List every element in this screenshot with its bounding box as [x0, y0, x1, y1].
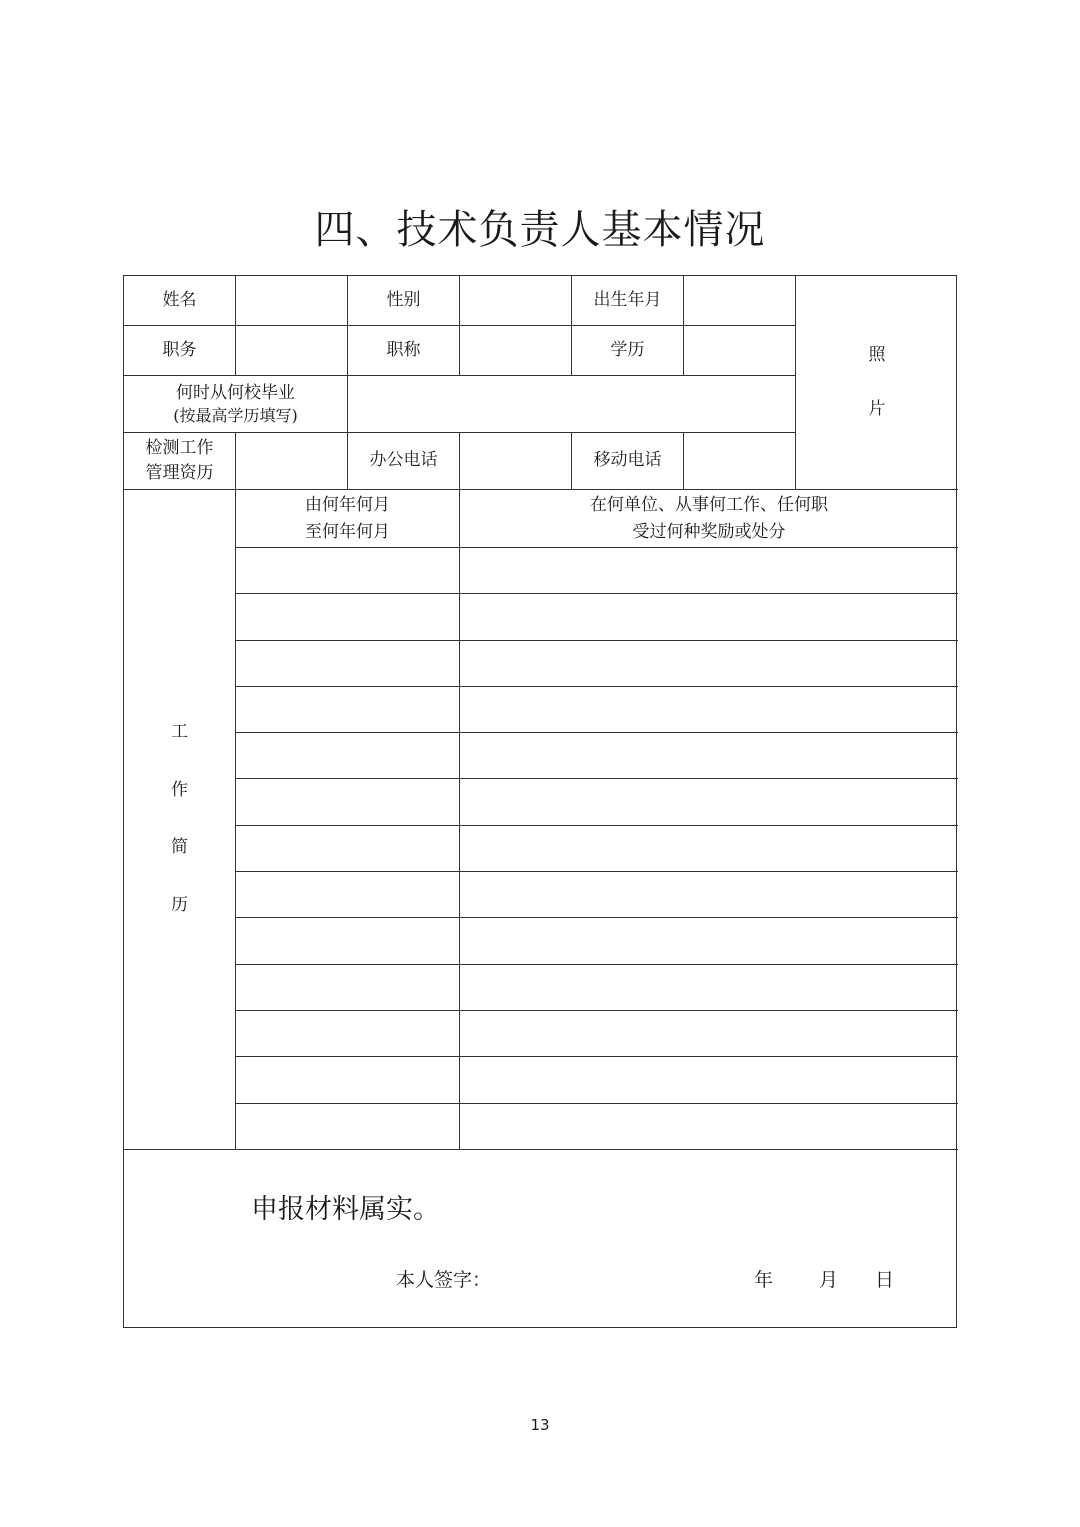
- resume-label-char: 简: [171, 837, 188, 858]
- photo-label-2: 片: [868, 398, 886, 419]
- resume-label-char: 工: [171, 722, 188, 743]
- office-phone-label: 办公电话: [348, 433, 460, 490]
- resume-detail-cell[interactable]: [460, 1057, 958, 1103]
- period-header-line: 至何年何月: [305, 521, 390, 542]
- resume-label-char: 作: [171, 779, 188, 800]
- resume-detail-cell[interactable]: [460, 1104, 958, 1150]
- detail-header-line: 在何单位、从事何工作、任何职: [590, 495, 828, 516]
- education-label: 学历: [572, 326, 684, 376]
- page-number: 13: [530, 1416, 550, 1434]
- resume-detail-cell[interactable]: [460, 965, 958, 1011]
- resume-period-cell[interactable]: [236, 1104, 460, 1150]
- prof-title-field[interactable]: [460, 326, 572, 376]
- name-label: 姓名: [124, 276, 236, 326]
- signature-label: 本人签字：: [396, 1268, 492, 1291]
- prof-title-label: 职称: [348, 326, 460, 376]
- detail-header: [460, 490, 958, 548]
- resume-detail-cell[interactable]: [460, 687, 958, 733]
- position-label: 职务: [124, 326, 236, 376]
- declaration-section: [124, 1150, 958, 1328]
- gender-label: 性别: [348, 276, 460, 326]
- resume-period-cell[interactable]: [236, 641, 460, 687]
- gender-field[interactable]: [460, 276, 572, 326]
- experience-field[interactable]: [236, 433, 348, 490]
- resume-detail-cell[interactable]: [460, 872, 958, 918]
- resume-period-cell[interactable]: [236, 1011, 460, 1057]
- resume-period-cell[interactable]: [236, 918, 460, 964]
- declaration-statement: 申报材料属实。: [251, 1193, 440, 1225]
- resume-detail-cell[interactable]: [460, 1011, 958, 1057]
- experience-label-1: 检测工作: [145, 437, 214, 458]
- resume-period-cell[interactable]: [236, 779, 460, 825]
- resume-period-cell[interactable]: [236, 1057, 460, 1103]
- resume-detail-cell[interactable]: [460, 826, 958, 872]
- resume-period-cell[interactable]: [236, 826, 460, 872]
- resume-detail-cell[interactable]: [460, 548, 958, 594]
- experience-label: [124, 433, 236, 490]
- detail-header-line: 受过何种奖励或处分: [632, 521, 786, 542]
- resume-period-cell[interactable]: [236, 548, 460, 594]
- photo-label-1: 照: [868, 345, 886, 365]
- resume-detail-cell[interactable]: [460, 594, 958, 640]
- name-field[interactable]: [236, 276, 348, 326]
- graduation-field[interactable]: [348, 376, 796, 433]
- resume-period-cell[interactable]: [236, 965, 460, 1011]
- mobile-phone-field[interactable]: [684, 433, 796, 490]
- education-field[interactable]: [684, 326, 796, 376]
- resume-detail-cell[interactable]: [460, 779, 958, 825]
- period-header: [236, 490, 460, 548]
- resume-label: [124, 490, 236, 1150]
- birth-field[interactable]: [684, 276, 796, 326]
- mobile-phone-label: 移动电话: [572, 433, 684, 490]
- resume-period-cell[interactable]: [236, 872, 460, 918]
- date-day: 日: [875, 1268, 895, 1291]
- resume-detail-cell[interactable]: [460, 918, 958, 964]
- resume-label-char: 历: [171, 894, 188, 915]
- resume-detail-cell[interactable]: [460, 641, 958, 687]
- resume-period-cell[interactable]: [236, 733, 460, 779]
- experience-label-2: 管理资历: [145, 463, 214, 483]
- resume-period-cell[interactable]: [236, 594, 460, 640]
- resume-detail-cell[interactable]: [460, 733, 958, 779]
- resume-period-cell[interactable]: [236, 687, 460, 733]
- position-field[interactable]: [236, 326, 348, 376]
- birth-label: 出生年月: [572, 276, 684, 326]
- office-phone-field[interactable]: [460, 433, 572, 490]
- period-header-line: 由何年何月: [305, 495, 390, 516]
- graduation-label-text: 何时从何校毕业: [176, 382, 295, 403]
- graduation-label: [124, 376, 348, 433]
- photo-box[interactable]: [796, 276, 958, 490]
- graduation-note: (按最高学历填写): [173, 406, 298, 426]
- date-year: 年: [754, 1268, 774, 1291]
- date-month: 月: [819, 1268, 839, 1291]
- applicant-info-table: [123, 275, 957, 1328]
- page-title: 四、技术负责人基本情况: [314, 207, 766, 253]
